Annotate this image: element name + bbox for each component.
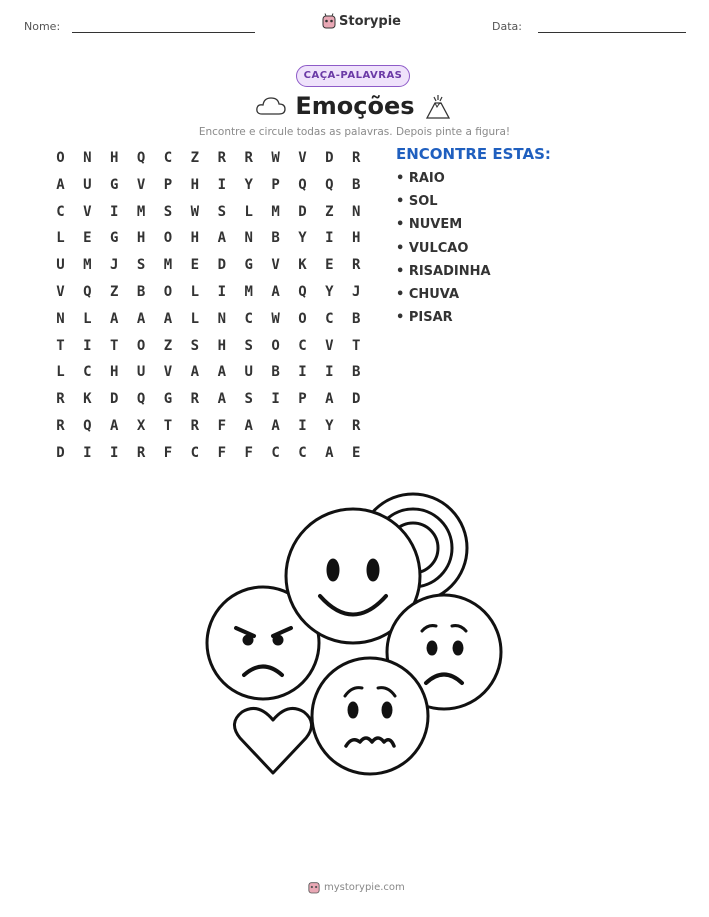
grid-letter: T: [110, 337, 119, 354]
grid-letter: D: [110, 391, 119, 408]
grid-letter: A: [325, 391, 334, 408]
grid-letter: R: [352, 257, 361, 274]
word-item: • CHUVA: [396, 286, 460, 302]
grid-letter: P: [163, 176, 173, 193]
grid-letter: C: [271, 444, 280, 461]
grid-letter: O: [298, 310, 307, 327]
emotions-coloring-illustration: [200, 488, 510, 778]
grid-row: [47, 145, 370, 172]
grid-letter: E: [83, 230, 92, 247]
grid-letter: S: [244, 337, 253, 354]
grid-letter: L: [83, 310, 92, 327]
grid-row: [47, 333, 370, 360]
grid-letter: E: [190, 257, 200, 274]
grid-row: [47, 386, 370, 413]
grid-letter: I: [298, 417, 307, 434]
grid-letter: G: [163, 391, 173, 408]
grid-letter: H: [190, 176, 200, 193]
grid-letter: I: [83, 444, 92, 461]
grid-letter: F: [217, 444, 226, 461]
grid-letter: L: [190, 283, 200, 300]
grid-letter: N: [56, 310, 65, 327]
grid-letter: B: [352, 176, 361, 193]
grid-letter: T: [56, 337, 65, 354]
grid-letter: R: [56, 417, 65, 434]
grid-letter: Y: [298, 230, 307, 247]
grid-letter: A: [217, 230, 226, 247]
grid-letter: J: [110, 257, 119, 274]
grid-letter: U: [244, 364, 253, 381]
grid-letter: R: [352, 150, 361, 166]
grid-letter: Y: [244, 176, 253, 193]
grid-letter: I: [83, 337, 92, 354]
page-title: Emoções: [295, 92, 415, 120]
word-item: • RISADINHA: [396, 263, 491, 279]
grid-row: [47, 199, 370, 226]
grid-letter: C: [163, 150, 173, 166]
grid-letter: A: [110, 417, 119, 434]
grid-letter: W: [271, 310, 280, 327]
grid-letter: F: [163, 444, 173, 461]
word-list: [396, 171, 491, 333]
grid-letter: D: [298, 203, 307, 220]
grid-row: [47, 306, 370, 333]
grid-letter: T: [163, 417, 173, 434]
grid-letter: L: [190, 310, 200, 327]
grid-letter: Y: [325, 283, 334, 300]
word-item: • NUVEM: [396, 217, 463, 233]
grid-letter: C: [56, 203, 65, 220]
grid-letter: C: [298, 337, 307, 354]
grid-letter: Z: [163, 337, 173, 354]
grid-letter: D: [325, 150, 334, 166]
grid-letter: A: [190, 364, 200, 381]
grid-letter: R: [56, 391, 65, 408]
grid-letter: A: [244, 417, 253, 434]
word-item: • RAIO: [396, 171, 445, 186]
grid-letter: O: [271, 337, 280, 354]
heart-drawing: [234, 708, 311, 773]
grid-letter: C: [298, 444, 307, 461]
grid-letter: I: [110, 203, 119, 220]
grid-letter: X: [136, 417, 146, 434]
grid-letter: M: [271, 203, 280, 220]
grid-letter: L: [56, 364, 65, 381]
grid-row: [47, 413, 370, 440]
word-item: • SOL: [396, 194, 438, 210]
grid-letter: U: [56, 257, 65, 274]
grid-letter: C: [83, 364, 92, 381]
word-item: • VULCAO: [396, 240, 469, 256]
grid-letter: F: [244, 444, 253, 461]
grid-letter: H: [217, 337, 226, 354]
grid-letter: M: [244, 283, 253, 300]
date-label: Data:: [492, 20, 522, 33]
grid-letter: W: [271, 150, 280, 166]
grid-letter: H: [110, 150, 119, 166]
grid-letter: C: [190, 444, 200, 461]
grid-row: [47, 279, 370, 306]
grid-letter: A: [136, 310, 146, 327]
grid-letter: N: [83, 150, 92, 166]
grid-letter: S: [244, 391, 253, 408]
grid-letter: Z: [190, 150, 200, 166]
grid-letter: V: [298, 150, 307, 166]
grid-letter: Q: [325, 176, 334, 193]
grid-letter: C: [325, 310, 334, 327]
grid-letter: E: [352, 444, 361, 461]
grid-letter: D: [56, 444, 65, 461]
grid-letter: R: [352, 417, 361, 434]
grid-letter: A: [110, 310, 119, 327]
cloud-icon: [255, 95, 287, 117]
grid-letter: S: [136, 257, 146, 274]
grid-letter: J: [352, 283, 361, 300]
grid-letter: A: [217, 391, 226, 408]
grid-letter: O: [163, 230, 173, 247]
grid-letter: G: [244, 257, 253, 274]
grid-letter: K: [298, 257, 307, 274]
grid-letter: A: [56, 176, 65, 193]
grid-letter: O: [136, 337, 146, 354]
grid-letter: I: [271, 391, 280, 408]
footer: [308, 880, 405, 894]
grid-row: [47, 172, 370, 199]
grid-letter: I: [217, 283, 226, 300]
grid-letter: A: [217, 364, 226, 381]
grid-letter: B: [352, 364, 361, 381]
grid-letter: M: [163, 257, 173, 274]
sad-face-drawing: [312, 658, 428, 774]
word-item: • PISAR: [396, 310, 453, 326]
grid-letter: O: [163, 283, 173, 300]
grid-letter: H: [190, 230, 200, 247]
grid-letter: V: [325, 337, 334, 354]
grid-letter: Q: [83, 283, 92, 300]
grid-letter: Z: [325, 203, 334, 220]
grid-row: [47, 252, 370, 279]
grid-letter: G: [110, 230, 119, 247]
grid-letter: Z: [110, 283, 119, 300]
grid-letter: B: [352, 310, 361, 327]
grid-letter: V: [136, 176, 146, 193]
grid-letter: M: [136, 203, 146, 220]
grid-letter: H: [352, 230, 361, 247]
volcano-icon: [424, 92, 452, 120]
grid-letter: A: [325, 444, 334, 461]
grid-letter: S: [190, 337, 200, 354]
grid-letter: V: [271, 257, 280, 274]
grid-letter: Q: [298, 176, 307, 193]
grid-letter: H: [136, 230, 146, 247]
grid-letter: R: [136, 444, 146, 461]
grid-letter: R: [244, 150, 253, 166]
footer-url: mystorypie.com: [324, 881, 405, 893]
grid-letter: U: [136, 364, 146, 381]
grid-letter: S: [217, 203, 226, 220]
grid-letter: C: [244, 310, 253, 327]
storypie-logo-icon: [308, 880, 320, 894]
grid-letter: Q: [136, 150, 146, 166]
grid-letter: I: [110, 444, 119, 461]
grid-letter: O: [56, 150, 65, 166]
grid-letter: U: [83, 176, 92, 193]
word-list-title: ENCONTRE ESTAS:: [396, 145, 551, 163]
instructions: Encontre e circule todas as palavras. Depois pinte a figura!: [198, 126, 511, 138]
grid-letter: Q: [83, 417, 92, 434]
grid-letter: D: [217, 257, 226, 274]
grid-letter: H: [110, 364, 119, 381]
grid-letter: L: [244, 203, 253, 220]
grid-letter: R: [190, 417, 200, 434]
grid-letter: I: [325, 364, 334, 381]
name-field-line: [72, 32, 255, 33]
grid-letter: L: [56, 230, 65, 247]
grid-row: [47, 440, 370, 467]
grid-row: [47, 225, 370, 252]
grid-letter: W: [190, 203, 200, 220]
grid-letter: I: [325, 230, 334, 247]
grid-letter: I: [298, 364, 307, 381]
grid-letter: T: [352, 337, 361, 354]
grid-letter: N: [217, 310, 226, 327]
grid-letter: R: [217, 150, 226, 166]
grid-letter: Y: [325, 417, 334, 434]
storypie-logo-icon: [322, 13, 336, 29]
worksheet-tag: CAÇA-PALAVRAS: [296, 65, 410, 87]
grid-letter: K: [83, 391, 92, 408]
grid-row: [47, 359, 370, 386]
grid-letter: A: [163, 310, 173, 327]
grid-letter: F: [217, 417, 226, 434]
grid-letter: B: [271, 230, 280, 247]
grid-letter: V: [163, 364, 173, 381]
brand-name: Storypie: [339, 13, 401, 29]
grid-letter: R: [190, 391, 200, 408]
grid-letter: N: [244, 230, 253, 247]
grid-letter: A: [271, 283, 280, 300]
grid-letter: V: [83, 203, 92, 220]
word-search-grid: [47, 145, 370, 467]
grid-letter: B: [271, 364, 280, 381]
grid-letter: Q: [298, 283, 307, 300]
brand-logo: [322, 13, 401, 29]
grid-letter: M: [83, 257, 92, 274]
grid-letter: I: [217, 176, 226, 193]
grid-letter: Q: [136, 391, 146, 408]
name-label: Nome:: [24, 20, 61, 33]
grid-letter: N: [352, 203, 361, 220]
grid-letter: G: [110, 176, 119, 193]
grid-letter: D: [352, 391, 361, 408]
grid-letter: E: [325, 257, 334, 274]
grid-letter: V: [56, 283, 65, 300]
grid-letter: B: [136, 283, 146, 300]
grid-letter: P: [271, 176, 280, 193]
grid-letter: A: [271, 417, 280, 434]
grid-letter: P: [298, 391, 307, 408]
grid-letter: S: [163, 203, 173, 220]
date-field-line: [538, 32, 686, 33]
